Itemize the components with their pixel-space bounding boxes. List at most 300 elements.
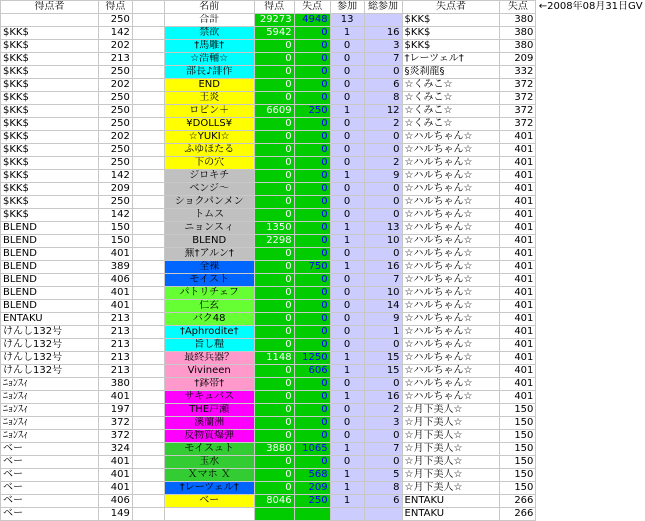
- name-cell: Vivineen: [164, 365, 254, 378]
- spacer-cell: [132, 508, 164, 521]
- total-participation-cell: 0: [364, 378, 402, 391]
- name-cell: 最終兵器？: [164, 352, 254, 365]
- spacer-cell: [132, 404, 164, 417]
- concede-points-cell: 401: [500, 313, 536, 326]
- conceded-cell: 0: [294, 144, 330, 157]
- concede-player-cell: $KK$: [402, 14, 500, 27]
- conceded-cell: 250: [294, 495, 330, 508]
- concede-player-cell: ☆ハルちゃん☆: [402, 352, 500, 365]
- concede-player-cell: ☆ハルちゃん☆: [402, 391, 500, 404]
- score-cell: 401: [98, 482, 132, 495]
- participation-cell: 1: [330, 27, 364, 40]
- table-row: [1, 222, 645, 235]
- spacer-cell: [132, 365, 164, 378]
- concede-points-cell: 401: [500, 378, 536, 391]
- score-cell: 250: [98, 118, 132, 131]
- points-cell: 0: [254, 196, 294, 209]
- conceded-cell: 0: [294, 170, 330, 183]
- participation-cell: 0: [330, 183, 364, 196]
- concede-player-cell: ☆ハルちゃん☆: [402, 183, 500, 196]
- score-cell: 213: [98, 352, 132, 365]
- points-cell: 0: [254, 404, 294, 417]
- concede-player-cell: ☆ハルちゃん☆: [402, 222, 500, 235]
- table-row: [1, 53, 645, 66]
- scorer-cell: ﾆｮﾝｽｨ: [1, 404, 99, 417]
- participation-cell: 0: [330, 300, 364, 313]
- header-name: 名前: [164, 1, 254, 14]
- concede-points-cell: 401: [500, 222, 536, 235]
- concede-player-cell: ☆ハルちゃん☆: [402, 144, 500, 157]
- blank-cell: [536, 118, 645, 131]
- spacer-cell: [132, 482, 164, 495]
- participation-cell: 1: [330, 365, 364, 378]
- total-participation-cell: 2: [364, 157, 402, 170]
- name-cell: †馬雕†: [164, 40, 254, 53]
- name-cell: 旨し糧: [164, 339, 254, 352]
- name-cell: 溪蘭洲: [164, 417, 254, 430]
- name-cell: THE戸瀬: [164, 404, 254, 417]
- blank-cell: [536, 14, 645, 27]
- total-participation-cell: 0: [364, 144, 402, 157]
- table-row: [1, 495, 645, 508]
- concede-player-cell: ☆ハルちゃん☆: [402, 196, 500, 209]
- table-row: [1, 131, 645, 144]
- score-cell: 213: [98, 365, 132, 378]
- total-participation-cell: 1: [364, 326, 402, 339]
- table-row: [1, 339, 645, 352]
- table-row: [1, 40, 645, 53]
- score-cell: 406: [98, 495, 132, 508]
- concede-points-cell: 372: [500, 79, 536, 92]
- blank-cell: [536, 287, 645, 300]
- spacer-cell: [132, 105, 164, 118]
- blank-cell: [536, 274, 645, 287]
- score-cell: 213: [98, 326, 132, 339]
- scorer-cell: ﾆｮﾝｽｨ: [1, 391, 99, 404]
- spacer-cell: [132, 235, 164, 248]
- conceded-cell: 4948: [294, 14, 330, 27]
- total-participation-cell: 2: [364, 404, 402, 417]
- blank-cell: [536, 144, 645, 157]
- concede-player-cell: ☆ハルちゃん☆: [402, 326, 500, 339]
- total-participation-cell: 2: [364, 118, 402, 131]
- concede-player-cell: ENTAKU: [402, 508, 500, 521]
- spacer-cell: [132, 131, 164, 144]
- table-row: [1, 456, 645, 469]
- participation-cell: 0: [330, 157, 364, 170]
- total-participation-cell: 10: [364, 287, 402, 300]
- concede-player-cell: ☆ハルちゃん☆: [402, 131, 500, 144]
- spacer-cell: [132, 456, 164, 469]
- total-participation-cell: 0: [364, 183, 402, 196]
- name-cell: サキュバス: [164, 391, 254, 404]
- scorer-cell: ﾆｮﾝｽｨ: [1, 378, 99, 391]
- total-participation-cell: 9: [364, 313, 402, 326]
- table-row: [1, 417, 645, 430]
- points-cell: 0: [254, 92, 294, 105]
- participation-cell: 1: [330, 391, 364, 404]
- score-cell: 202: [98, 40, 132, 53]
- total-participation-cell: 0: [364, 339, 402, 352]
- scorer-cell: BLEND: [1, 235, 99, 248]
- points-cell: 0: [254, 118, 294, 131]
- table-row: [1, 508, 645, 521]
- concede-points-cell: 380: [500, 27, 536, 40]
- blank-cell: [536, 495, 645, 508]
- scorer-cell: BLEND: [1, 261, 99, 274]
- total-participation-cell: 0: [364, 66, 402, 79]
- concede-player-cell: ☆ハルちゃん☆: [402, 365, 500, 378]
- participation-cell: [330, 508, 364, 521]
- score-cell: 389: [98, 261, 132, 274]
- scorer-cell: BLEND: [1, 248, 99, 261]
- blank-cell: [536, 53, 645, 66]
- participation-cell: 1: [330, 261, 364, 274]
- concede-points-cell: 380: [500, 14, 536, 27]
- conceded-cell: 606: [294, 365, 330, 378]
- conceded-cell: 0: [294, 339, 330, 352]
- spacer-cell: [132, 79, 164, 92]
- scorer-cell: $KK$: [1, 157, 99, 170]
- spacer-cell: [132, 261, 164, 274]
- points-cell: 0: [254, 482, 294, 495]
- spacer-cell: [132, 378, 164, 391]
- score-cell: 250: [98, 92, 132, 105]
- blank-cell: [536, 352, 645, 365]
- blank-cell: [536, 209, 645, 222]
- points-cell: 0: [254, 131, 294, 144]
- scorer-cell: けんし132号: [1, 365, 99, 378]
- total-participation-cell: 14: [364, 300, 402, 313]
- spacer-cell: [132, 92, 164, 105]
- name-cell: BLEND: [164, 235, 254, 248]
- name-cell: パトリチェフ: [164, 287, 254, 300]
- table-row: [1, 14, 645, 27]
- spacer-cell: [132, 469, 164, 482]
- score-cell: 142: [98, 27, 132, 40]
- conceded-cell: 0: [294, 313, 330, 326]
- blank-cell: [536, 40, 645, 53]
- points-cell: 6609: [254, 105, 294, 118]
- concede-player-cell: ☆月下美人☆: [402, 430, 500, 443]
- participation-cell: 0: [330, 404, 364, 417]
- total-participation-cell: 7: [364, 274, 402, 287]
- spacer-cell: [132, 209, 164, 222]
- scorer-cell: ベー: [1, 443, 99, 456]
- conceded-cell: 0: [294, 66, 330, 79]
- total-participation-cell: 15: [364, 365, 402, 378]
- conceded-cell: 0: [294, 300, 330, 313]
- table-row: [1, 79, 645, 92]
- total-participation-cell: 6: [364, 79, 402, 92]
- scorer-cell: $KK$: [1, 209, 99, 222]
- concede-player-cell: ☆ハルちゃん☆: [402, 339, 500, 352]
- total-participation-cell: 3: [364, 40, 402, 53]
- concede-player-cell: ☆ハルちゃん☆: [402, 378, 500, 391]
- table-row: [1, 430, 645, 443]
- name-cell: †レーツェル†: [164, 482, 254, 495]
- points-cell: 0: [254, 378, 294, 391]
- points-cell: 1148: [254, 352, 294, 365]
- conceded-cell: 0: [294, 196, 330, 209]
- score-cell: 380: [98, 378, 132, 391]
- participation-cell: 13: [330, 14, 364, 27]
- conceded-cell: 0: [294, 430, 330, 443]
- total-participation-cell: 0: [364, 430, 402, 443]
- blank-cell: [536, 300, 645, 313]
- spacer-cell: [132, 222, 164, 235]
- name-cell: ☆浩輔☆: [164, 53, 254, 66]
- total-participation-cell: 16: [364, 391, 402, 404]
- blank-cell: [536, 339, 645, 352]
- conceded-cell: 0: [294, 235, 330, 248]
- name-cell: 部長♪誹作: [164, 66, 254, 79]
- participation-cell: 0: [330, 248, 364, 261]
- spacer-cell: [132, 118, 164, 131]
- table-row: [1, 248, 645, 261]
- concede-points-cell: 150: [500, 430, 536, 443]
- conceded-cell: 0: [294, 391, 330, 404]
- name-cell: 合計: [164, 14, 254, 27]
- date-note: ←2008年08月31日GV: [536, 1, 645, 14]
- concede-points-cell: 372: [500, 92, 536, 105]
- name-cell: ロビン＋: [164, 105, 254, 118]
- score-cell: 250: [98, 196, 132, 209]
- table-row: [1, 144, 645, 157]
- blank-cell: [536, 469, 645, 482]
- score-cell: 250: [98, 14, 132, 27]
- scorer-cell: けんし132号: [1, 339, 99, 352]
- concede-player-cell: ☆ハルちゃん☆: [402, 209, 500, 222]
- spacer-cell: [132, 430, 164, 443]
- scorer-cell: BLEND: [1, 300, 99, 313]
- scorer-cell: $KK$: [1, 92, 99, 105]
- points-cell: 5942: [254, 27, 294, 40]
- spacer-cell: [132, 326, 164, 339]
- concede-points-cell: 401: [500, 365, 536, 378]
- participation-cell: 1: [330, 105, 364, 118]
- blank-cell: [536, 183, 645, 196]
- concede-points-cell: 401: [500, 339, 536, 352]
- concede-player-cell: ☆ハルちゃん☆: [402, 261, 500, 274]
- total-participation-cell: 7: [364, 443, 402, 456]
- blank-cell: [536, 196, 645, 209]
- participation-cell: 0: [330, 79, 364, 92]
- score-cell: 213: [98, 339, 132, 352]
- score-cell: 202: [98, 79, 132, 92]
- concede-points-cell: 150: [500, 443, 536, 456]
- table-row: [1, 92, 645, 105]
- points-cell: 0: [254, 417, 294, 430]
- points-cell: 2298: [254, 235, 294, 248]
- score-cell: 142: [98, 209, 132, 222]
- blank-cell: [536, 456, 645, 469]
- score-cell: 197: [98, 404, 132, 417]
- header-total-participation: 総参加: [364, 1, 402, 14]
- points-cell: 8046: [254, 495, 294, 508]
- points-cell: 0: [254, 339, 294, 352]
- blank-cell: [536, 404, 645, 417]
- conceded-cell: 0: [294, 378, 330, 391]
- score-cell: 250: [98, 144, 132, 157]
- points-cell: 0: [254, 274, 294, 287]
- points-cell: 0: [254, 287, 294, 300]
- total-participation-cell: 0: [364, 456, 402, 469]
- score-cell: 401: [98, 469, 132, 482]
- spacer-cell: [132, 53, 164, 66]
- spacer-cell: [132, 170, 164, 183]
- concede-points-cell: 209: [500, 53, 536, 66]
- concede-points-cell: 266: [500, 508, 536, 521]
- concede-points-cell: 150: [500, 482, 536, 495]
- concede-player-cell: ☆ハルちゃん☆: [402, 287, 500, 300]
- participation-cell: 1: [330, 352, 364, 365]
- name-cell: ふゆほたる: [164, 144, 254, 157]
- scorer-cell: ベー: [1, 508, 99, 521]
- total-participation-cell: [364, 14, 402, 27]
- participation-cell: 0: [330, 144, 364, 157]
- concede-player-cell: ☆ハルちゃん☆: [402, 157, 500, 170]
- conceded-cell: 0: [294, 183, 330, 196]
- blank-cell: [536, 235, 645, 248]
- concede-player-cell: $KK$: [402, 27, 500, 40]
- points-cell: 0: [254, 40, 294, 53]
- conceded-cell: 0: [294, 417, 330, 430]
- scorer-cell: BLEND: [1, 287, 99, 300]
- participation-cell: 0: [330, 40, 364, 53]
- concede-player-cell: ☆月下美人☆: [402, 417, 500, 430]
- scorer-cell: $KK$: [1, 144, 99, 157]
- concede-points-cell: 266: [500, 495, 536, 508]
- total-participation-cell: 13: [364, 222, 402, 235]
- table-row: [1, 443, 645, 456]
- conceded-cell: 1250: [294, 352, 330, 365]
- concede-player-cell: ☆月下美人☆: [402, 443, 500, 456]
- blank-cell: [536, 261, 645, 274]
- scorer-cell: ベー: [1, 469, 99, 482]
- score-cell: 372: [98, 430, 132, 443]
- blank-cell: [536, 443, 645, 456]
- spacer-cell: [132, 183, 164, 196]
- header-concede-points: 失点: [500, 1, 536, 14]
- total-participation-cell: 12: [364, 105, 402, 118]
- name-cell: トムス: [164, 209, 254, 222]
- table-row: [1, 352, 645, 365]
- total-participation-cell: 8: [364, 482, 402, 495]
- concede-points-cell: 401: [500, 157, 536, 170]
- scorer-cell: $KK$: [1, 183, 99, 196]
- blank-cell: [536, 131, 645, 144]
- points-cell: 0: [254, 66, 294, 79]
- participation-cell: 0: [330, 92, 364, 105]
- total-participation-cell: 0: [364, 209, 402, 222]
- conceded-cell: 0: [294, 53, 330, 66]
- participation-cell: 1: [330, 235, 364, 248]
- concede-points-cell: 401: [500, 209, 536, 222]
- table-row: [1, 469, 645, 482]
- blank-cell: [536, 105, 645, 118]
- concede-player-cell: ☆月下美人☆: [402, 456, 500, 469]
- score-cell: 401: [98, 287, 132, 300]
- name-cell: ベンジ～: [164, 183, 254, 196]
- score-cell: 401: [98, 456, 132, 469]
- concede-player-cell: ☆ハルちゃん☆: [402, 248, 500, 261]
- participation-cell: 0: [330, 131, 364, 144]
- scorer-cell: $KK$: [1, 79, 99, 92]
- concede-player-cell: ENTAKU: [402, 495, 500, 508]
- name-cell: 仁玄: [164, 300, 254, 313]
- conceded-cell: 0: [294, 92, 330, 105]
- concede-points-cell: 150: [500, 456, 536, 469]
- scorer-cell: $KK$: [1, 196, 99, 209]
- score-cell: 401: [98, 391, 132, 404]
- table-body: [1, 14, 645, 521]
- spacer-cell: [132, 313, 164, 326]
- concede-points-cell: 401: [500, 183, 536, 196]
- total-participation-cell: 10: [364, 235, 402, 248]
- table-row: [1, 196, 645, 209]
- score-cell: 250: [98, 105, 132, 118]
- scorer-cell: ベー: [1, 456, 99, 469]
- points-cell: 0: [254, 79, 294, 92]
- conceded-cell: 0: [294, 287, 330, 300]
- table-row: [1, 365, 645, 378]
- header-row: [1, 1, 645, 14]
- concede-points-cell: 372: [500, 105, 536, 118]
- concede-player-cell: ☆ハルちゃん☆: [402, 274, 500, 287]
- score-cell: 150: [98, 222, 132, 235]
- conceded-cell: 0: [294, 131, 330, 144]
- total-participation-cell: 16: [364, 261, 402, 274]
- header-points: 得点: [254, 1, 294, 14]
- table-row: [1, 118, 645, 131]
- spacer-cell: [132, 287, 164, 300]
- scorer-cell: $KK$: [1, 105, 99, 118]
- score-cell: 202: [98, 131, 132, 144]
- conceded-cell: 0: [294, 27, 330, 40]
- header-spacer: [132, 1, 164, 14]
- name-cell: 反物質爆弾: [164, 430, 254, 443]
- spacer-cell: [132, 274, 164, 287]
- score-cell: 406: [98, 274, 132, 287]
- concede-points-cell: 380: [500, 40, 536, 53]
- blank-cell: [536, 508, 645, 521]
- concede-points-cell: 401: [500, 261, 536, 274]
- spacer-cell: [132, 196, 164, 209]
- points-cell: 0: [254, 183, 294, 196]
- spacer-cell: [132, 40, 164, 53]
- concede-points-cell: 401: [500, 300, 536, 313]
- concede-points-cell: 150: [500, 469, 536, 482]
- spacer-cell: [132, 495, 164, 508]
- score-cell: 213: [98, 53, 132, 66]
- name-cell: Ｘマホ Ｘ: [164, 469, 254, 482]
- conceded-cell: 0: [294, 79, 330, 92]
- spacer-cell: [132, 248, 164, 261]
- spacer-cell: [132, 300, 164, 313]
- points-cell: 29273: [254, 14, 294, 27]
- score-cell: 372: [98, 417, 132, 430]
- table-row: [1, 183, 645, 196]
- table-row: [1, 261, 645, 274]
- table-row: [1, 27, 645, 40]
- header-score: 得点: [98, 1, 132, 14]
- table-row: [1, 313, 645, 326]
- spacer-cell: [132, 417, 164, 430]
- score-cell: 209: [98, 183, 132, 196]
- scorer-cell: $KK$: [1, 40, 99, 53]
- total-participation-cell: 7: [364, 53, 402, 66]
